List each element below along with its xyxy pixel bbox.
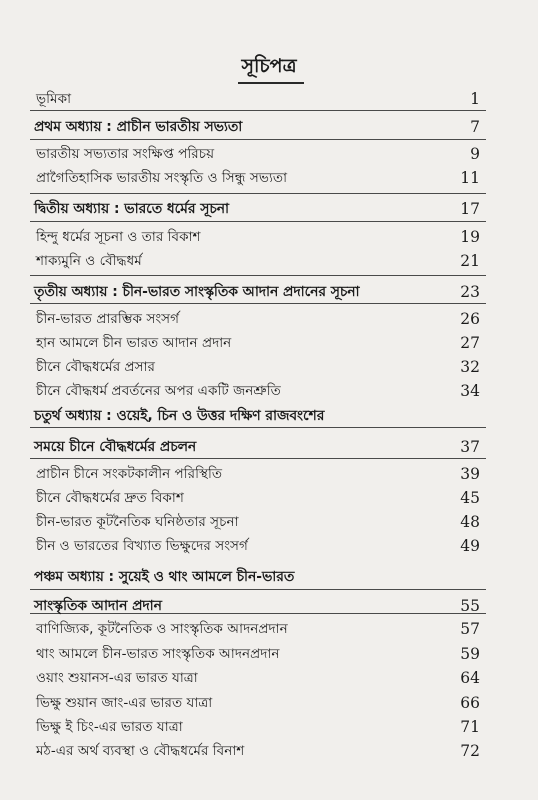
entry-title: প্রাগৈতিহাসিক ভারতীয় সংস্কৃতি ও সিন্ধু সভ্যতা [36,169,288,186]
page-number: 59 [460,645,480,663]
page-number: 34 [460,382,480,400]
toc-entry-row [34,380,480,402]
page-number: 27 [460,334,480,352]
divider-line [30,110,486,111]
page-number: 64 [460,669,480,687]
page-number: 55 [460,597,480,615]
entry-title: থাং আমলে চীন-ভারত সাংস্কৃতিক আদনপ্রদান [36,645,280,662]
entry-title: দ্বিতীয় অধ্যায় : ভারতে ধর্মের সূচনা [34,201,230,217]
chapter-heading-row [34,116,480,138]
chapter-heading-row [34,595,480,617]
page-number: 7 [470,118,480,136]
page-number: 11 [460,169,480,187]
page-number: 72 [460,742,480,760]
entry-title: বাণিজ্যিক, কূটনৈতিক ও সাংস্কৃতিক আদনপ্রদান [36,620,288,637]
toc-entry-row [34,463,480,485]
page-number: 66 [460,694,480,712]
entry-title: পঞ্চম অধ্যায় : সুয়েই ও থাং আমলে চীন-ভারত [34,569,295,585]
toc-entry-row [34,716,480,738]
page-number: 21 [460,252,480,270]
page-number: 71 [460,718,480,736]
toc-entry-row [34,88,480,110]
entry-title: ভিক্ষু ই চিং-এর ভারত যাত্রা [36,718,183,735]
divider-line [30,221,486,222]
page-number: 9 [470,145,480,163]
entry-title: চীন-ভারত প্রারম্ভিক সংসর্গ [36,310,180,327]
toc-entry-row [34,740,480,762]
entry-title: চীন ও ভারতের বিখ্যাত ভিক্ষুদের সংসর্গ [36,537,248,554]
toc-entry-row [34,332,480,354]
entry-title: তৃতীয় অধ্যায় : চীন-ভারত সাংস্কৃতিক আদান প্রদানের সূচনা [34,284,360,300]
toc-entry-row [34,487,480,509]
toc-entry-row [34,356,480,378]
toc-entry-row [34,143,480,165]
page-number: 1 [470,90,480,108]
chapter-heading-row [34,198,480,220]
divider-line [30,139,486,140]
entry-title: প্রথম অধ্যায় : প্রাচীন ভারতীয় সভ্যতা [34,119,243,135]
toc-entry-row [34,643,480,665]
toc-entry-row [34,167,480,189]
divider-line [30,589,486,590]
chapter-heading-row [34,405,480,427]
chapter-heading-row [34,436,480,458]
entry-title: প্রাচীন চীনে সংকটকালীন পরিস্থিতি [36,465,223,482]
page-number: 26 [460,310,480,328]
toc-entry-row [34,511,480,533]
entry-title: হিন্দু ধর্মের সূচনা ও তার বিকাশ [36,228,201,245]
entry-title: মঠ-এর অর্থ ব্যবস্থা ও বৌদ্ধধর্মের বিনাশ [36,742,245,759]
entry-title: ভারতীয় সভ্যতার সংক্ষিপ্ত পরিচয় [36,145,215,162]
toc-entry-row [34,226,480,248]
page-number: 48 [460,513,480,531]
toc-entry-row [34,250,480,272]
entry-title: চতুর্থ অধ্যায় : ওয়েই, চিন ও উত্তর দক্ষিণ রাজবংশের [34,408,325,424]
toc-entry-row [34,618,480,640]
divider-line [30,275,486,276]
entry-title: সাংস্কৃতিক আদান প্রদান [34,598,162,614]
entry-title: ওয়াং শুয়ানস-এর ভারত যাত্রা [36,669,198,686]
page-number: 45 [460,489,480,507]
entry-title: ভিক্ষু শুয়ান জাং-এর ভারত যাত্রা [36,694,213,711]
toc-entry-row [34,308,480,330]
page-number: 37 [460,438,480,456]
page-number: 17 [460,200,480,218]
page-number: 19 [460,228,480,246]
page-number: 32 [460,358,480,376]
divider-line [30,193,486,194]
entry-title: সময়ে চীনে বৌদ্ধধর্মের প্রচলন [34,439,197,455]
entry-title: চীনে বৌদ্ধধর্ম প্রবর্তনের অপর একটি জনশ্রুতি [36,382,281,399]
page-title: সূচিপত্র [241,55,297,77]
entry-title: শাক্যমুনি ও বৌদ্ধধর্ম [36,252,142,269]
chapter-heading-row [34,281,480,303]
toc-entry-row [34,667,480,689]
chapter-heading-row [34,566,480,588]
toc-entry-row [34,535,480,557]
page-number: 23 [460,283,480,301]
entry-title: চীন-ভারত কূটনৈতিক ঘনিষ্ঠতার সূচনা [36,513,239,530]
page-number: 49 [460,537,480,555]
entry-title: চীনে বৌদ্ধধর্মের দ্রুত বিকাশ [36,489,184,506]
page-number: 39 [460,465,480,483]
entry-title: চীনে বৌদ্ধধর্মের প্রসার [36,358,156,375]
title-underline [238,82,304,84]
entry-title: ভূমিকা [36,90,72,107]
toc-entry-row [34,692,480,714]
entry-title: হান আমলে চীন ভারত আদান প্রদান [36,334,232,351]
page-number: 57 [460,620,480,638]
